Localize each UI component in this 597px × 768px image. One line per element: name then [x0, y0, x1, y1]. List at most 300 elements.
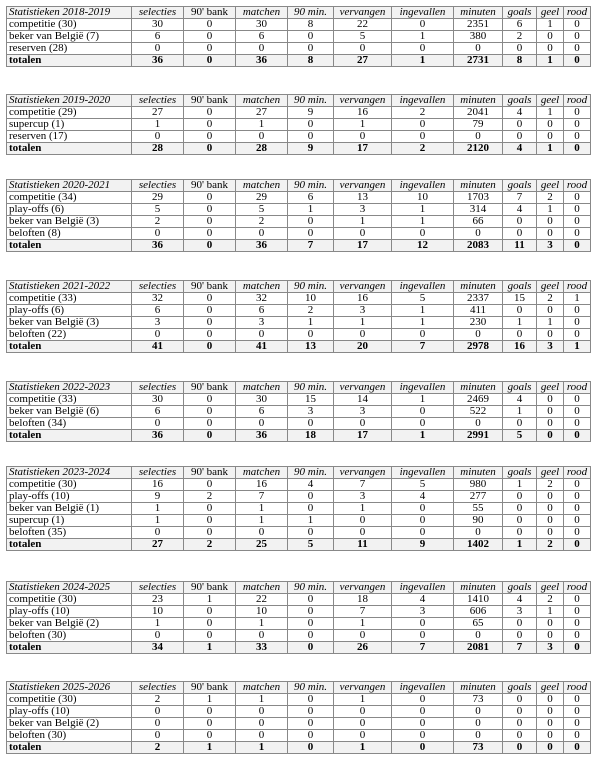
cell-geel: 0 — [537, 706, 564, 718]
column-header-goals: goals — [503, 180, 537, 192]
cell-goals: 0 — [503, 418, 537, 430]
cell-geel: 2 — [537, 479, 564, 491]
total-geel: 3 — [537, 240, 564, 252]
total-geel: 3 — [537, 642, 564, 654]
cell-goals: 0 — [503, 119, 537, 131]
cell-matchen: 1 — [236, 515, 288, 527]
cell-min-90: 0 — [288, 606, 334, 618]
cell-vervangen: 0 — [334, 228, 392, 240]
cell-geel: 0 — [537, 418, 564, 430]
row-label: competitie (34) — [7, 192, 132, 204]
total-ingevallen: 1 — [392, 430, 454, 442]
cell-min-90: 9 — [288, 107, 334, 119]
cell-selecties: 0 — [132, 706, 184, 718]
table-row — [7, 31, 591, 43]
table-row — [7, 43, 591, 55]
column-header-vervangen: vervangen — [334, 95, 392, 107]
row-label: beloften (30) — [7, 730, 132, 742]
cell-rood: 0 — [564, 305, 591, 317]
total-matchen: 36 — [236, 240, 288, 252]
column-header-ingevallen: ingevallen — [392, 7, 454, 19]
cell-vervangen: 1 — [334, 694, 392, 706]
cell-ingevallen: 0 — [392, 43, 454, 55]
cell-goals: 3 — [503, 606, 537, 618]
total-ingevallen: 2 — [392, 143, 454, 155]
column-header-vervangen: vervangen — [334, 281, 392, 293]
column-header-rood: rood — [564, 95, 591, 107]
cell-bank-90: 0 — [184, 718, 236, 730]
cell-rood: 0 — [564, 329, 591, 341]
cell-rood: 0 — [564, 594, 591, 606]
season-table — [6, 466, 591, 551]
cell-minuten: 0 — [454, 630, 503, 642]
cell-rood: 0 — [564, 706, 591, 718]
cell-rood: 0 — [564, 418, 591, 430]
cell-selecties: 2 — [132, 216, 184, 228]
total-minuten: 2120 — [454, 143, 503, 155]
cell-selecties: 30 — [132, 19, 184, 31]
cell-bank-90: 0 — [184, 293, 236, 305]
cell-rood: 0 — [564, 119, 591, 131]
total-min-90: 5 — [288, 539, 334, 551]
cell-matchen: 3 — [236, 317, 288, 329]
column-header-vervangen: vervangen — [334, 682, 392, 694]
header-row — [7, 382, 591, 394]
column-header-goals: goals — [503, 682, 537, 694]
season-title: Statistieken 2023-2024 — [7, 467, 132, 479]
total-bank-90: 0 — [184, 430, 236, 442]
column-header-goals: goals — [503, 281, 537, 293]
cell-bank-90: 0 — [184, 479, 236, 491]
total-matchen: 41 — [236, 341, 288, 353]
cell-matchen: 30 — [236, 394, 288, 406]
total-selecties: 28 — [132, 143, 184, 155]
column-header-vervangen: vervangen — [334, 582, 392, 594]
table-row — [7, 192, 591, 204]
cell-ingevallen: 4 — [392, 491, 454, 503]
cell-geel: 0 — [537, 31, 564, 43]
cell-ingevallen: 10 — [392, 192, 454, 204]
total-min-90: 7 — [288, 240, 334, 252]
cell-min-90: 0 — [288, 216, 334, 228]
total-vervangen: 26 — [334, 642, 392, 654]
cell-bank-90: 0 — [184, 606, 236, 618]
cell-ingevallen: 0 — [392, 730, 454, 742]
cell-bank-90: 2 — [184, 491, 236, 503]
row-label: beker van België (7) — [7, 31, 132, 43]
cell-minuten: 0 — [454, 329, 503, 341]
season-table — [6, 681, 591, 754]
cell-vervangen: 0 — [334, 527, 392, 539]
cell-rood: 0 — [564, 406, 591, 418]
cell-selecties: 29 — [132, 192, 184, 204]
cell-matchen: 5 — [236, 204, 288, 216]
cell-matchen: 0 — [236, 131, 288, 143]
cell-ingevallen: 0 — [392, 527, 454, 539]
cell-min-90: 10 — [288, 293, 334, 305]
cell-selecties: 2 — [132, 694, 184, 706]
cell-selecties: 30 — [132, 394, 184, 406]
row-label: beloften (8) — [7, 228, 132, 240]
cell-geel: 0 — [537, 527, 564, 539]
cell-goals: 4 — [503, 594, 537, 606]
cell-vervangen: 14 — [334, 394, 392, 406]
total-selecties: 34 — [132, 642, 184, 654]
header-row — [7, 467, 591, 479]
column-header-selecties: selecties — [132, 682, 184, 694]
cell-ingevallen: 0 — [392, 706, 454, 718]
row-label: competitie (30) — [7, 694, 132, 706]
cell-min-90: 8 — [288, 19, 334, 31]
season-table — [6, 179, 591, 252]
column-header-geel: geel — [537, 95, 564, 107]
season-table — [6, 581, 591, 654]
column-header-min-90: 90 min. — [288, 682, 334, 694]
column-header-minuten: minuten — [454, 467, 503, 479]
total-ingevallen: 7 — [392, 642, 454, 654]
table-row — [7, 706, 591, 718]
total-min-90: 9 — [288, 143, 334, 155]
total-bank-90: 1 — [184, 742, 236, 754]
column-header-matchen: matchen — [236, 682, 288, 694]
column-header-ingevallen: ingevallen — [392, 467, 454, 479]
cell-rood: 0 — [564, 718, 591, 730]
cell-bank-90: 0 — [184, 503, 236, 515]
total-goals: 7 — [503, 642, 537, 654]
total-minuten: 1402 — [454, 539, 503, 551]
cell-min-90: 0 — [288, 491, 334, 503]
cell-minuten: 277 — [454, 491, 503, 503]
cell-vervangen: 5 — [334, 31, 392, 43]
row-label: beker van België (6) — [7, 406, 132, 418]
cell-minuten: 522 — [454, 406, 503, 418]
total-matchen: 25 — [236, 539, 288, 551]
column-header-geel: geel — [537, 382, 564, 394]
cell-matchen: 0 — [236, 718, 288, 730]
cell-matchen: 30 — [236, 19, 288, 31]
cell-rood: 0 — [564, 107, 591, 119]
total-geel: 1 — [537, 143, 564, 155]
cell-matchen: 0 — [236, 228, 288, 240]
column-header-matchen: matchen — [236, 467, 288, 479]
cell-geel: 0 — [537, 491, 564, 503]
cell-geel: 0 — [537, 119, 564, 131]
cell-vervangen: 1 — [334, 503, 392, 515]
cell-goals: 0 — [503, 491, 537, 503]
column-header-selecties: selecties — [132, 281, 184, 293]
cell-ingevallen: 0 — [392, 119, 454, 131]
cell-selecties: 1 — [132, 503, 184, 515]
cell-selecties: 16 — [132, 479, 184, 491]
header-row — [7, 7, 591, 19]
cell-ingevallen: 0 — [392, 694, 454, 706]
season-title: Statistieken 2025-2026 — [7, 682, 132, 694]
total-rood: 0 — [564, 742, 591, 754]
cell-bank-90: 0 — [184, 329, 236, 341]
total-selecties: 41 — [132, 341, 184, 353]
cell-vervangen: 0 — [334, 706, 392, 718]
column-header-bank-90: 90' bank — [184, 95, 236, 107]
total-rood: 0 — [564, 240, 591, 252]
cell-geel: 2 — [537, 293, 564, 305]
cell-min-90: 0 — [288, 594, 334, 606]
cell-ingevallen: 1 — [392, 305, 454, 317]
column-header-ingevallen: ingevallen — [392, 281, 454, 293]
cell-minuten: 0 — [454, 418, 503, 430]
cell-selecties: 0 — [132, 329, 184, 341]
cell-vervangen: 13 — [334, 192, 392, 204]
row-label: play-offs (10) — [7, 706, 132, 718]
cell-selecties: 6 — [132, 31, 184, 43]
cell-goals: 0 — [503, 527, 537, 539]
cell-bank-90: 0 — [184, 204, 236, 216]
cell-bank-90: 0 — [184, 394, 236, 406]
row-label: reserven (28) — [7, 43, 132, 55]
total-rood: 0 — [564, 642, 591, 654]
cell-bank-90: 0 — [184, 107, 236, 119]
totals-label: totalen — [7, 55, 132, 67]
total-selecties: 27 — [132, 539, 184, 551]
cell-vervangen: 1 — [334, 216, 392, 228]
cell-bank-90: 0 — [184, 228, 236, 240]
cell-ingevallen: 4 — [392, 594, 454, 606]
total-vervangen: 27 — [334, 55, 392, 67]
cell-bank-90: 0 — [184, 527, 236, 539]
cell-ingevallen: 0 — [392, 131, 454, 143]
cell-min-90: 0 — [288, 228, 334, 240]
totals-label: totalen — [7, 240, 132, 252]
column-header-selecties: selecties — [132, 95, 184, 107]
cell-min-90: 6 — [288, 192, 334, 204]
cell-selecties: 6 — [132, 406, 184, 418]
cell-min-90: 0 — [288, 730, 334, 742]
total-goals: 5 — [503, 430, 537, 442]
column-header-vervangen: vervangen — [334, 180, 392, 192]
season-title: Statistieken 2021-2022 — [7, 281, 132, 293]
column-header-rood: rood — [564, 7, 591, 19]
cell-matchen: 1 — [236, 694, 288, 706]
total-goals: 1 — [503, 539, 537, 551]
cell-minuten: 380 — [454, 31, 503, 43]
total-goals: 11 — [503, 240, 537, 252]
cell-rood: 0 — [564, 527, 591, 539]
cell-bank-90: 0 — [184, 43, 236, 55]
cell-geel: 0 — [537, 503, 564, 515]
cell-minuten: 1410 — [454, 594, 503, 606]
cell-goals: 0 — [503, 718, 537, 730]
cell-minuten: 66 — [454, 216, 503, 228]
cell-bank-90: 0 — [184, 31, 236, 43]
cell-rood: 0 — [564, 19, 591, 31]
cell-min-90: 15 — [288, 394, 334, 406]
cell-minuten: 0 — [454, 527, 503, 539]
cell-goals: 0 — [503, 329, 537, 341]
cell-selecties: 0 — [132, 131, 184, 143]
cell-minuten: 2469 — [454, 394, 503, 406]
cell-goals: 1 — [503, 479, 537, 491]
total-ingevallen: 0 — [392, 742, 454, 754]
column-header-matchen: matchen — [236, 582, 288, 594]
cell-rood: 0 — [564, 618, 591, 630]
column-header-rood: rood — [564, 281, 591, 293]
row-label: beker van België (1) — [7, 503, 132, 515]
table-row — [7, 228, 591, 240]
cell-min-90: 4 — [288, 479, 334, 491]
cell-bank-90: 0 — [184, 192, 236, 204]
cell-matchen: 0 — [236, 43, 288, 55]
column-header-min-90: 90 min. — [288, 382, 334, 394]
cell-ingevallen: 1 — [392, 317, 454, 329]
table-row — [7, 131, 591, 143]
cell-vervangen: 0 — [334, 131, 392, 143]
column-header-goals: goals — [503, 7, 537, 19]
cell-goals: 0 — [503, 305, 537, 317]
cell-matchen: 29 — [236, 192, 288, 204]
cell-minuten: 314 — [454, 204, 503, 216]
table-row — [7, 527, 591, 539]
total-min-90: 18 — [288, 430, 334, 442]
total-vervangen: 17 — [334, 240, 392, 252]
column-header-minuten: minuten — [454, 682, 503, 694]
cell-selecties: 0 — [132, 630, 184, 642]
totals-row — [7, 539, 591, 551]
cell-goals: 0 — [503, 131, 537, 143]
totals-row — [7, 143, 591, 155]
cell-min-90: 0 — [288, 706, 334, 718]
cell-min-90: 3 — [288, 406, 334, 418]
total-bank-90: 0 — [184, 143, 236, 155]
cell-rood: 0 — [564, 606, 591, 618]
header-row — [7, 281, 591, 293]
season-table — [6, 280, 591, 353]
cell-ingevallen: 1 — [392, 31, 454, 43]
total-minuten: 2731 — [454, 55, 503, 67]
total-min-90: 8 — [288, 55, 334, 67]
cell-selecties: 1 — [132, 119, 184, 131]
cell-minuten: 0 — [454, 43, 503, 55]
column-header-selecties: selecties — [132, 382, 184, 394]
row-label: play-offs (10) — [7, 491, 132, 503]
cell-vervangen: 0 — [334, 43, 392, 55]
cell-minuten: 2337 — [454, 293, 503, 305]
cell-vervangen: 0 — [334, 718, 392, 730]
column-header-selecties: selecties — [132, 467, 184, 479]
cell-vervangen: 3 — [334, 406, 392, 418]
cell-goals: 0 — [503, 706, 537, 718]
column-header-geel: geel — [537, 467, 564, 479]
total-geel: 0 — [537, 430, 564, 442]
row-label: competitie (30) — [7, 594, 132, 606]
cell-rood: 1 — [564, 293, 591, 305]
cell-geel: 1 — [537, 19, 564, 31]
header-row — [7, 95, 591, 107]
cell-goals: 0 — [503, 228, 537, 240]
cell-bank-90: 0 — [184, 131, 236, 143]
cell-rood: 0 — [564, 503, 591, 515]
cell-selecties: 1 — [132, 618, 184, 630]
cell-goals: 0 — [503, 515, 537, 527]
cell-goals: 1 — [503, 406, 537, 418]
cell-goals: 4 — [503, 204, 537, 216]
totals-row — [7, 240, 591, 252]
column-header-geel: geel — [537, 180, 564, 192]
cell-selecties: 0 — [132, 418, 184, 430]
column-header-rood: rood — [564, 682, 591, 694]
table-row — [7, 694, 591, 706]
cell-ingevallen: 2 — [392, 107, 454, 119]
cell-vervangen: 3 — [334, 491, 392, 503]
cell-minuten: 0 — [454, 718, 503, 730]
cell-matchen: 0 — [236, 730, 288, 742]
cell-goals: 0 — [503, 694, 537, 706]
cell-matchen: 1 — [236, 119, 288, 131]
column-header-vervangen: vervangen — [334, 467, 392, 479]
cell-minuten: 980 — [454, 479, 503, 491]
cell-vervangen: 3 — [334, 305, 392, 317]
cell-selecties: 6 — [132, 305, 184, 317]
cell-minuten: 2351 — [454, 19, 503, 31]
table-row — [7, 406, 591, 418]
total-minuten: 73 — [454, 742, 503, 754]
cell-matchen: 6 — [236, 31, 288, 43]
row-label: supercup (1) — [7, 515, 132, 527]
totals-label: totalen — [7, 539, 132, 551]
cell-ingevallen: 0 — [392, 329, 454, 341]
cell-min-90: 0 — [288, 618, 334, 630]
cell-goals: 6 — [503, 19, 537, 31]
season-title: Statistieken 2018-2019 — [7, 7, 132, 19]
column-header-selecties: selecties — [132, 180, 184, 192]
season-table — [6, 381, 591, 442]
table-row — [7, 19, 591, 31]
cell-rood: 0 — [564, 216, 591, 228]
cell-matchen: 32 — [236, 293, 288, 305]
row-label: beloften (35) — [7, 527, 132, 539]
cell-ingevallen: 0 — [392, 515, 454, 527]
cell-vervangen: 1 — [334, 317, 392, 329]
cell-vervangen: 0 — [334, 329, 392, 341]
total-geel: 3 — [537, 341, 564, 353]
total-matchen: 36 — [236, 55, 288, 67]
cell-rood: 0 — [564, 394, 591, 406]
total-ingevallen: 9 — [392, 539, 454, 551]
cell-bank-90: 0 — [184, 730, 236, 742]
cell-geel: 2 — [537, 192, 564, 204]
total-rood: 0 — [564, 143, 591, 155]
total-goals: 16 — [503, 341, 537, 353]
cell-selecties: 0 — [132, 718, 184, 730]
total-bank-90: 0 — [184, 55, 236, 67]
cell-goals: 0 — [503, 43, 537, 55]
table-row — [7, 594, 591, 606]
column-header-matchen: matchen — [236, 281, 288, 293]
cell-matchen: 1 — [236, 618, 288, 630]
row-label: competitie (30) — [7, 19, 132, 31]
column-header-rood: rood — [564, 382, 591, 394]
cell-matchen: 0 — [236, 527, 288, 539]
table-row — [7, 317, 591, 329]
cell-min-90: 0 — [288, 131, 334, 143]
cell-min-90: 2 — [288, 305, 334, 317]
cell-minuten: 230 — [454, 317, 503, 329]
season-title: Statistieken 2024-2025 — [7, 582, 132, 594]
cell-goals: 0 — [503, 503, 537, 515]
total-matchen: 1 — [236, 742, 288, 754]
total-ingevallen: 7 — [392, 341, 454, 353]
cell-matchen: 27 — [236, 107, 288, 119]
cell-rood: 0 — [564, 515, 591, 527]
cell-bank-90: 1 — [184, 694, 236, 706]
